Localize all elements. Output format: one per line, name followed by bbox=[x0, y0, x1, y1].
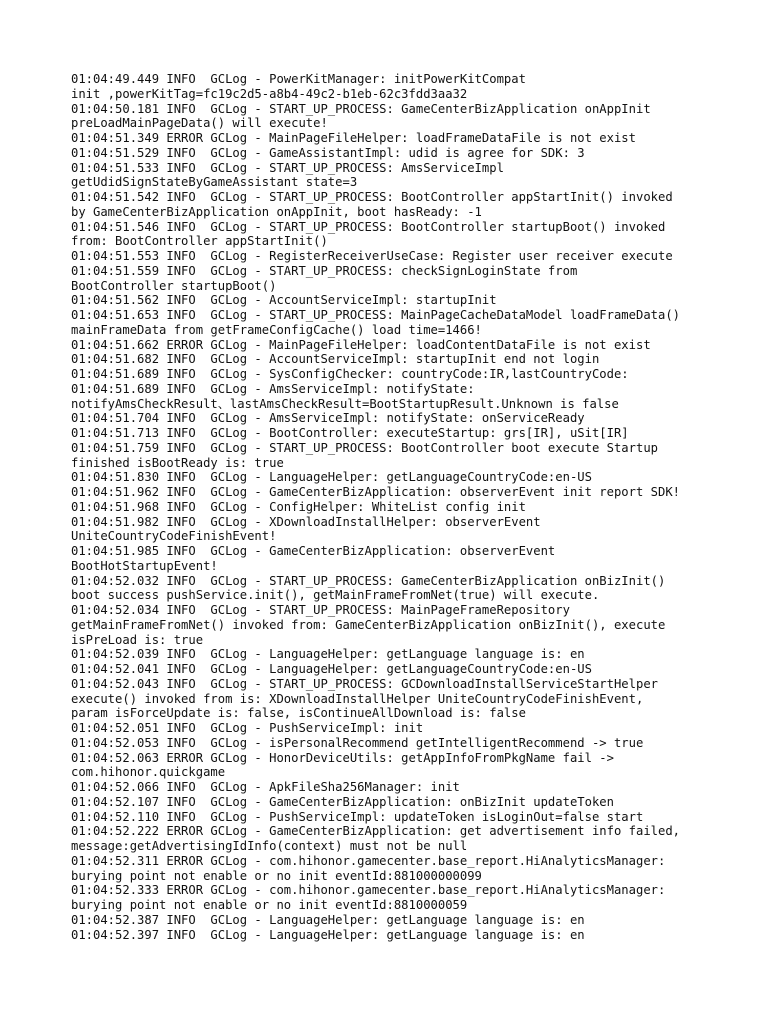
log-line: 01:04:51.704 INFO GCLog - AmsServiceImpl: notifyState: onServiceReady bbox=[71, 411, 585, 426]
log-line: 01:04:51.759 INFO GCLog - START_UP_PROCESS: BootController boot execute Startup bbox=[71, 440, 658, 455]
log-line: boot success pushService.init(), getMainFrameFromNet(true) will execute. bbox=[71, 588, 600, 603]
log-line: mainFrameData from getFrameConfigCache() load time=1466! bbox=[71, 322, 482, 337]
log-line: UniteCountryCodeFinishEvent! bbox=[71, 529, 277, 544]
log-line: 01:04:51.689 INFO GCLog - AmsServiceImpl: notifyState: bbox=[71, 381, 475, 396]
log-line: BootController startupBoot() bbox=[71, 278, 277, 293]
log-line: 01:04:51.529 INFO GCLog - GameAssistantImpl: udid is agree for SDK: 3 bbox=[71, 145, 585, 160]
log-line: 01:04:52.222 ERROR GCLog - GameCenterBizApplication: get advertisement info failed, bbox=[71, 824, 681, 839]
log-line: execute() invoked from is: XDownloadInstallHelper UniteCountryCodeFinishEvent, bbox=[71, 691, 644, 706]
log-line: 01:04:52.053 INFO GCLog - isPersonalRecommend getIntelligentRecommend -> true bbox=[71, 735, 644, 750]
log-line: 01:04:52.387 INFO GCLog - LanguageHelper: getLanguage language is: en bbox=[71, 912, 585, 927]
log-line: 01:04:52.032 INFO GCLog - START_UP_PROCESS: GameCenterBizApplication onBizInit() bbox=[71, 573, 666, 588]
log-line: 01:04:51.662 ERROR GCLog - MainPageFileHelper: loadContentDataFile is not exist bbox=[71, 337, 651, 352]
log-document bbox=[71, 72, 731, 957]
log-line: 01:04:51.682 INFO GCLog - AccountServiceImpl: startupInit end not login bbox=[71, 352, 600, 367]
log-line: getMainFrameFromNet() invoked from: GameCenterBizApplication onBizInit(), execute bbox=[71, 617, 666, 632]
log-line: 01:04:52.107 INFO GCLog - GameCenterBizApplication: onBizInit updateToken bbox=[71, 794, 614, 809]
log-line: 01:04:51.546 INFO GCLog - START_UP_PROCESS: BootController startupBoot() invoked bbox=[71, 219, 666, 234]
log-line: 01:04:49.449 INFO GCLog - PowerKitManager: initPowerKitCompat bbox=[71, 72, 526, 86]
log-line: 01:04:51.968 INFO GCLog - ConfigHelper: WhiteList config init bbox=[71, 499, 526, 514]
log-line: isPreLoad is: true bbox=[71, 632, 204, 647]
log-line: param isForceUpdate is: false, isContinueAllDownload is: false bbox=[71, 706, 526, 721]
log-line: by GameCenterBizApplication onAppInit, boot hasReady: -1 bbox=[71, 204, 482, 219]
log-line: burying point not enable or no init eventId:881000000099 bbox=[71, 868, 482, 883]
log-line: 01:04:52.311 ERROR GCLog - com.hihonor.gamecenter.base_report.HiAnalyticsManager: bbox=[71, 853, 666, 868]
log-line: 01:04:51.553 INFO GCLog - RegisterReceiverUseCase: Register user receiver execute bbox=[71, 249, 673, 263]
log-line: 01:04:51.559 INFO GCLog - START_UP_PROCESS: checkSignLoginState from bbox=[71, 263, 578, 278]
log-line: 01:04:51.653 INFO GCLog - START_UP_PROCESS: MainPageCacheDataModel loadFrameData() bbox=[71, 308, 681, 322]
log-line: 01:04:52.039 INFO GCLog - LanguageHelper: getLanguage language is: en bbox=[71, 647, 585, 662]
log-line: notifyAmsCheckResult、lastAmsCheckResult=BootStartupResult.Unknown is false bbox=[71, 396, 619, 411]
log-line: 01:04:52.397 INFO GCLog - LanguageHelper: getLanguage language is: en bbox=[71, 927, 585, 942]
log-line: 01:04:52.034 INFO GCLog - START_UP_PROCESS: MainPageFrameRepository bbox=[71, 603, 570, 617]
log-line: from: BootController appStartInit() bbox=[71, 234, 328, 249]
log-line: 01:04:52.333 ERROR GCLog - com.hihonor.gamecenter.base_report.HiAnalyticsManager: bbox=[71, 883, 666, 898]
log-line: finished isBootReady is: true bbox=[71, 455, 284, 470]
log-line: 01:04:51.689 INFO GCLog - SysConfigChecker: countryCode:IR,lastCountryCode: bbox=[71, 367, 629, 381]
log-line: 01:04:51.985 INFO GCLog - GameCenterBizApplication: observerEvent bbox=[71, 544, 556, 558]
log-line: com.hihonor.quickgame bbox=[71, 765, 226, 780]
log-line: 01:04:52.063 ERROR GCLog - HonorDeviceUtils: getAppInfoFromPkgName fail -> bbox=[71, 750, 614, 765]
log-line: 01:04:51.713 INFO GCLog - BootController: executeStartup: grs[IR], uSit[IR] bbox=[71, 426, 629, 440]
log-line: preLoadMainPageData() will execute! bbox=[71, 116, 328, 131]
log-line: 01:04:51.982 INFO GCLog - XDownloadInstallHelper: observerEvent bbox=[71, 514, 541, 529]
log-line: 01:04:52.043 INFO GCLog - START_UP_PROCESS: GCDownloadInstallServiceStartHelper bbox=[71, 676, 658, 691]
log-line: getUdidSignStateByGameAssistant state=3 bbox=[71, 175, 358, 190]
log-line: 01:04:51.562 INFO GCLog - AccountServiceImpl: startupInit bbox=[71, 293, 497, 308]
log-line: 01:04:50.181 INFO GCLog - START_UP_PROCESS: GameCenterBizApplication onAppInit bbox=[71, 101, 651, 116]
log-line: 01:04:52.041 INFO GCLog - LanguageHelper: getLanguageCountryCode:en-US bbox=[71, 662, 592, 676]
log-line: burying point not enable or no init eventId:8810000059 bbox=[71, 898, 468, 912]
log-line: BootHotStartupEvent! bbox=[71, 558, 218, 573]
log-line: 01:04:51.830 INFO GCLog - LanguageHelper: getLanguageCountryCode:en-US bbox=[71, 470, 592, 485]
log-line: 01:04:51.542 INFO GCLog - START_UP_PROCESS: BootController appStartInit() invoked bbox=[71, 190, 673, 204]
log-line: 01:04:51.349 ERROR GCLog - MainPageFileHelper: loadFrameDataFile is not exist bbox=[71, 131, 636, 145]
log-line: 01:04:52.066 INFO GCLog - ApkFileSha256Manager: init bbox=[71, 780, 460, 794]
log-line: 01:04:52.110 INFO GCLog - PushServiceImpl: updateToken isLoginOut=false start bbox=[71, 809, 644, 824]
log-line: 01:04:52.051 INFO GCLog - PushServiceImpl: init bbox=[71, 721, 424, 735]
log-line bbox=[71, 942, 731, 957]
log-line: 01:04:51.962 INFO GCLog - GameCenterBizApplication: observerEvent init report SDK! bbox=[71, 485, 681, 499]
log-line: 01:04:51.533 INFO GCLog - START_UP_PROCESS: AmsServiceImpl bbox=[71, 160, 504, 175]
log-line: message:getAdvertisingIdInfo(context) must not be null bbox=[71, 839, 468, 853]
log-line: init ,powerKitTag=fc19c2d5-a8b4-49c2-b1eb-62c3fdd3aa32 bbox=[71, 86, 468, 101]
